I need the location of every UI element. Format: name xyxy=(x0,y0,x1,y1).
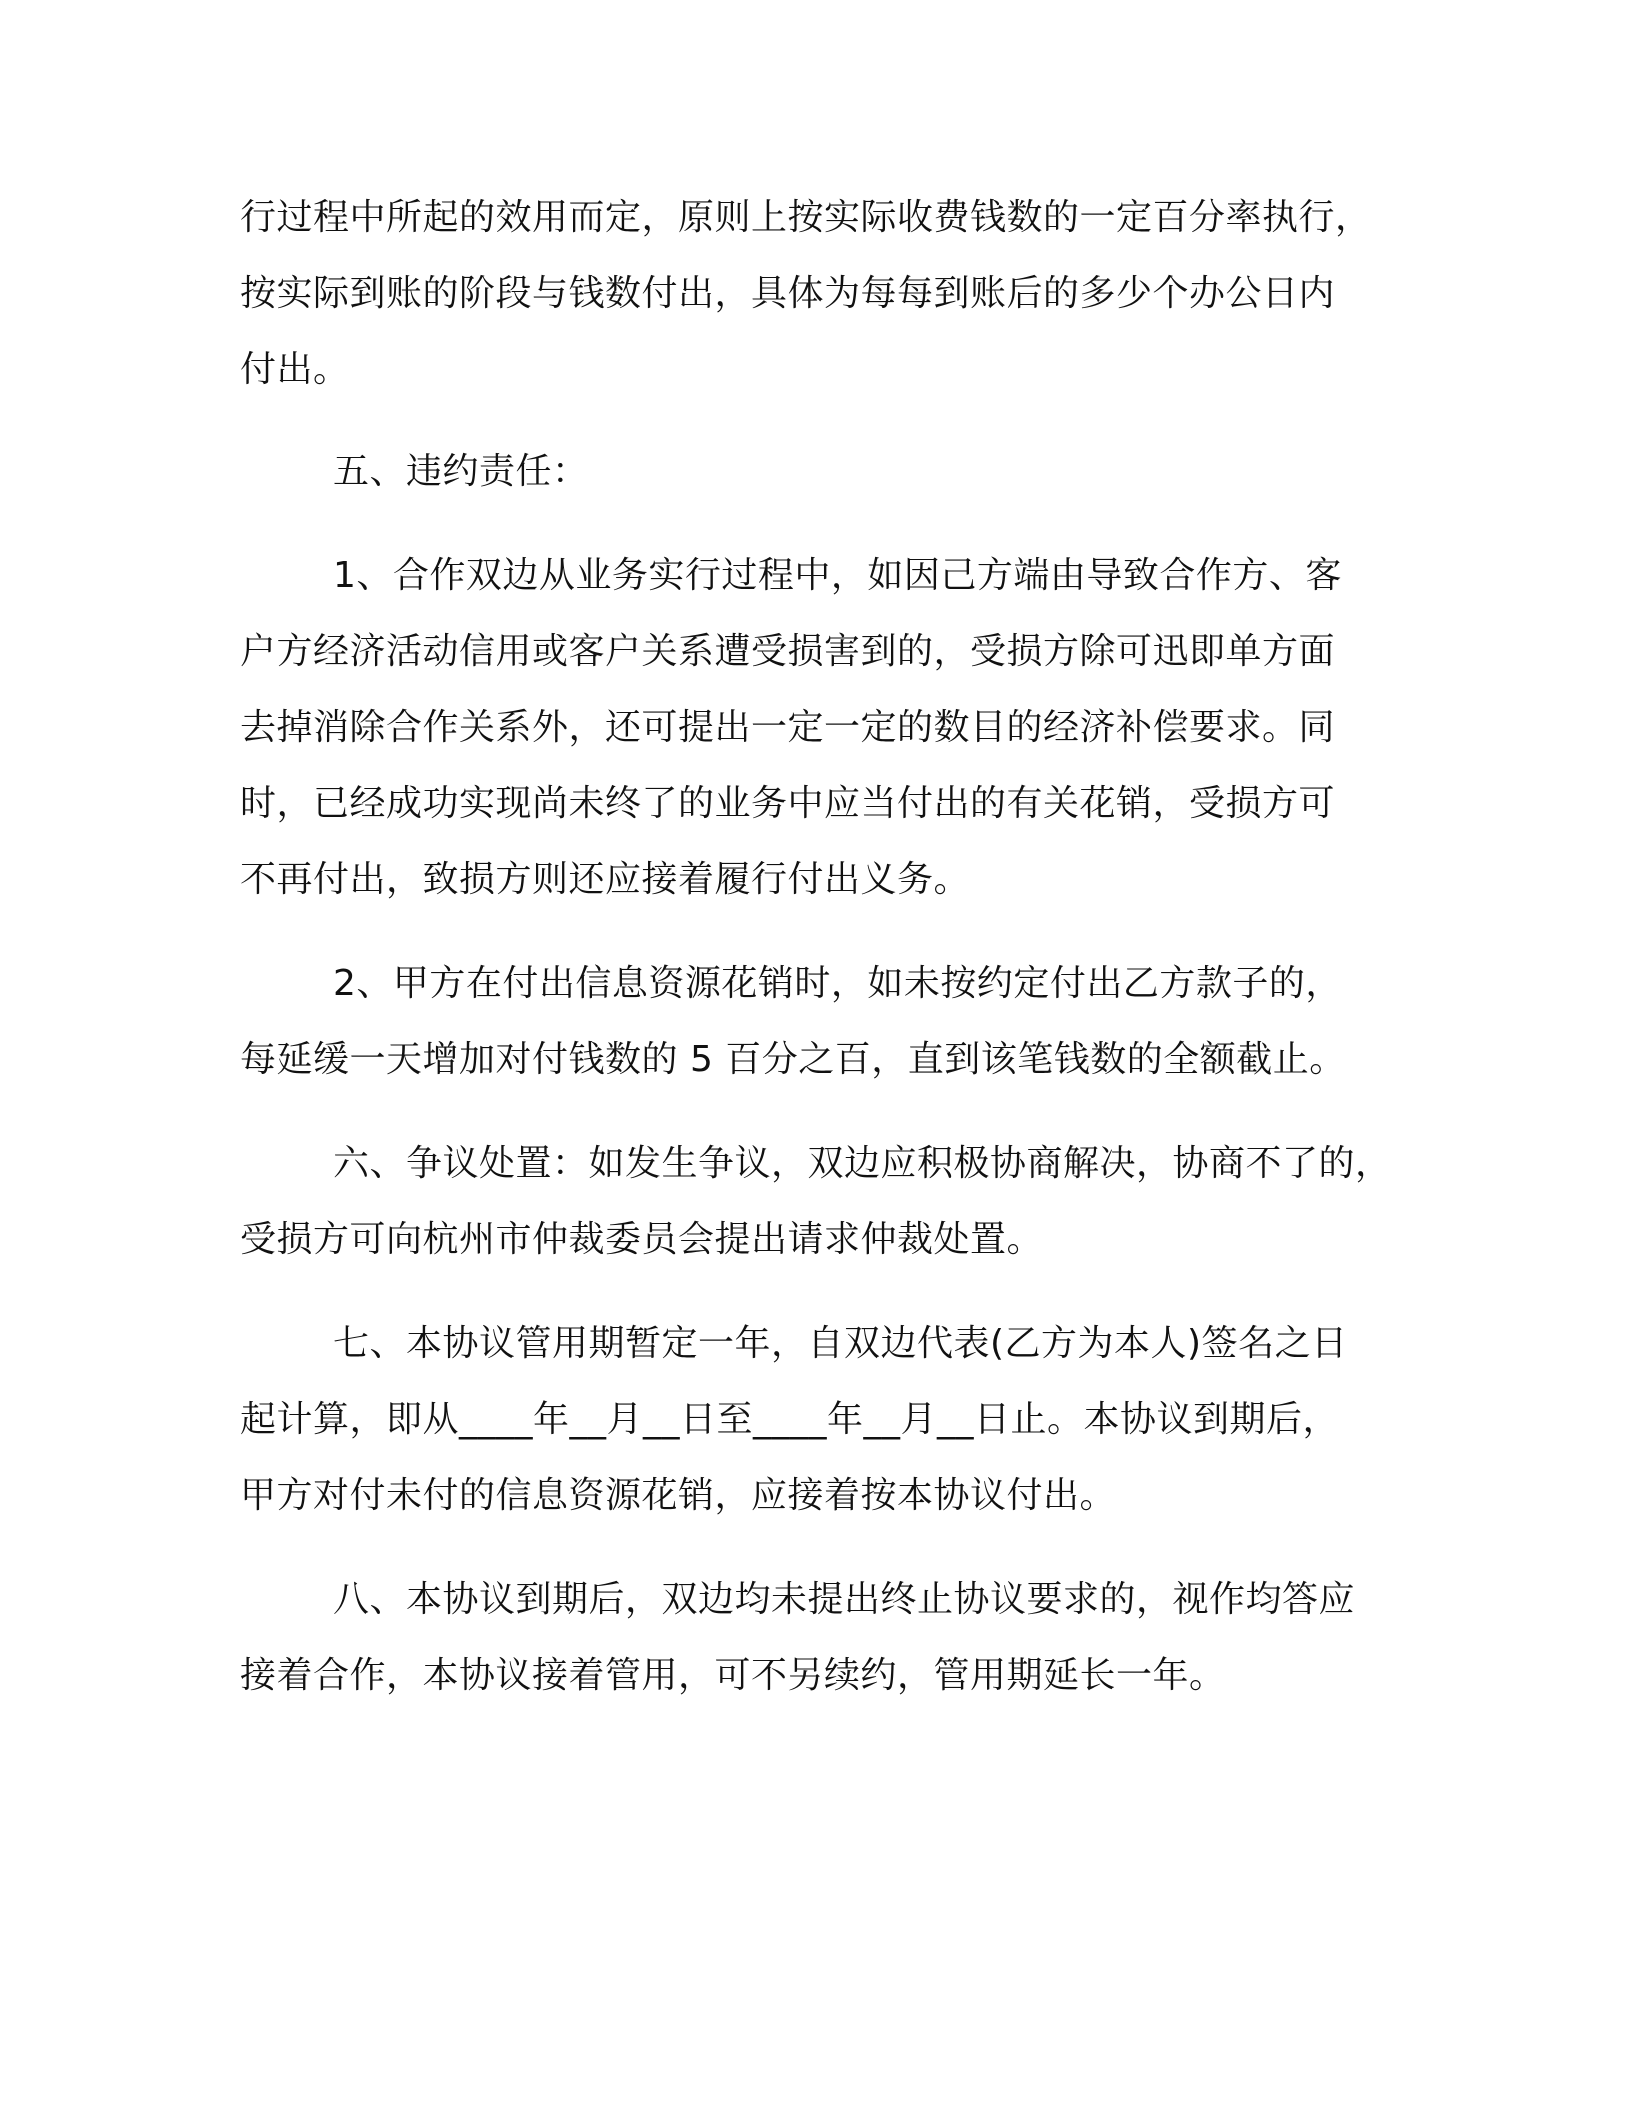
section-6-line-2: 受损方可向杭州市仲裁委员会提出请求仲裁处置。 xyxy=(240,1219,1044,1260)
paragraph-4-line-1: 行过程中所起的效用而定，原则上按实际收费钱数的一定百分率执行， xyxy=(240,197,1372,238)
clause-5-1-line-2: 户方经济活动信用或客户关系遭受损害到的，受损方除可迅即单方面 xyxy=(240,631,1336,672)
clause-5-2-line-1: 2、甲方在付出信息资源花销时，如未按约定付出乙方款子的， xyxy=(333,963,1342,1004)
section-7-line-1: 七、本协议管用期暂定一年，自双边代表(乙方为本人)签名之日 xyxy=(333,1323,1348,1364)
clause-5-1-line-3: 去掉消除合作关系外，还可提出一定一定的数目的经济补偿要求。同 xyxy=(240,707,1336,748)
clause-5-2-line-2: 每延缓一天增加对付钱数的 5 百分之百，直到该笔钱数的全额截止。 xyxy=(240,1039,1346,1080)
paragraph-4-line-3: 付出。 xyxy=(240,349,350,390)
clause-5-1-line-5: 不再付出，致损方则还应接着履行付出义务。 xyxy=(240,859,971,900)
section-7-line-3: 甲方对付未付的信息资源花销，应接着按本协议付出。 xyxy=(240,1475,1117,1516)
clause-5-1-line-4: 时，已经成功实现尚未终了的业务中应当付出的有关花销，受损方可 xyxy=(240,783,1336,824)
section-7-line-2: 起计算，即从____年__月__日至____年__月__日止。本协议到期后， xyxy=(240,1399,1340,1440)
section-8-line-1: 八、本协议到期后，双边均未提出终止协议要求的，视作均答应 xyxy=(333,1579,1356,1620)
paragraph-4-line-2: 按实际到账的阶段与钱数付出，具体为每每到账后的多少个办公日内 xyxy=(240,273,1336,314)
section-6-line-1: 六、争议处置：如发生争议，双边应积极协商解决，协商不了的， xyxy=(333,1143,1392,1184)
section-5-heading: 五、违约责任： xyxy=(333,451,589,492)
clause-5-1-line-1: 1、合作双边从业务实行过程中，如因己方端由导致合作方、客 xyxy=(333,555,1342,596)
section-8-line-2: 接着合作，本协议接着管用，可不另续约，管用期延长一年。 xyxy=(240,1655,1226,1696)
